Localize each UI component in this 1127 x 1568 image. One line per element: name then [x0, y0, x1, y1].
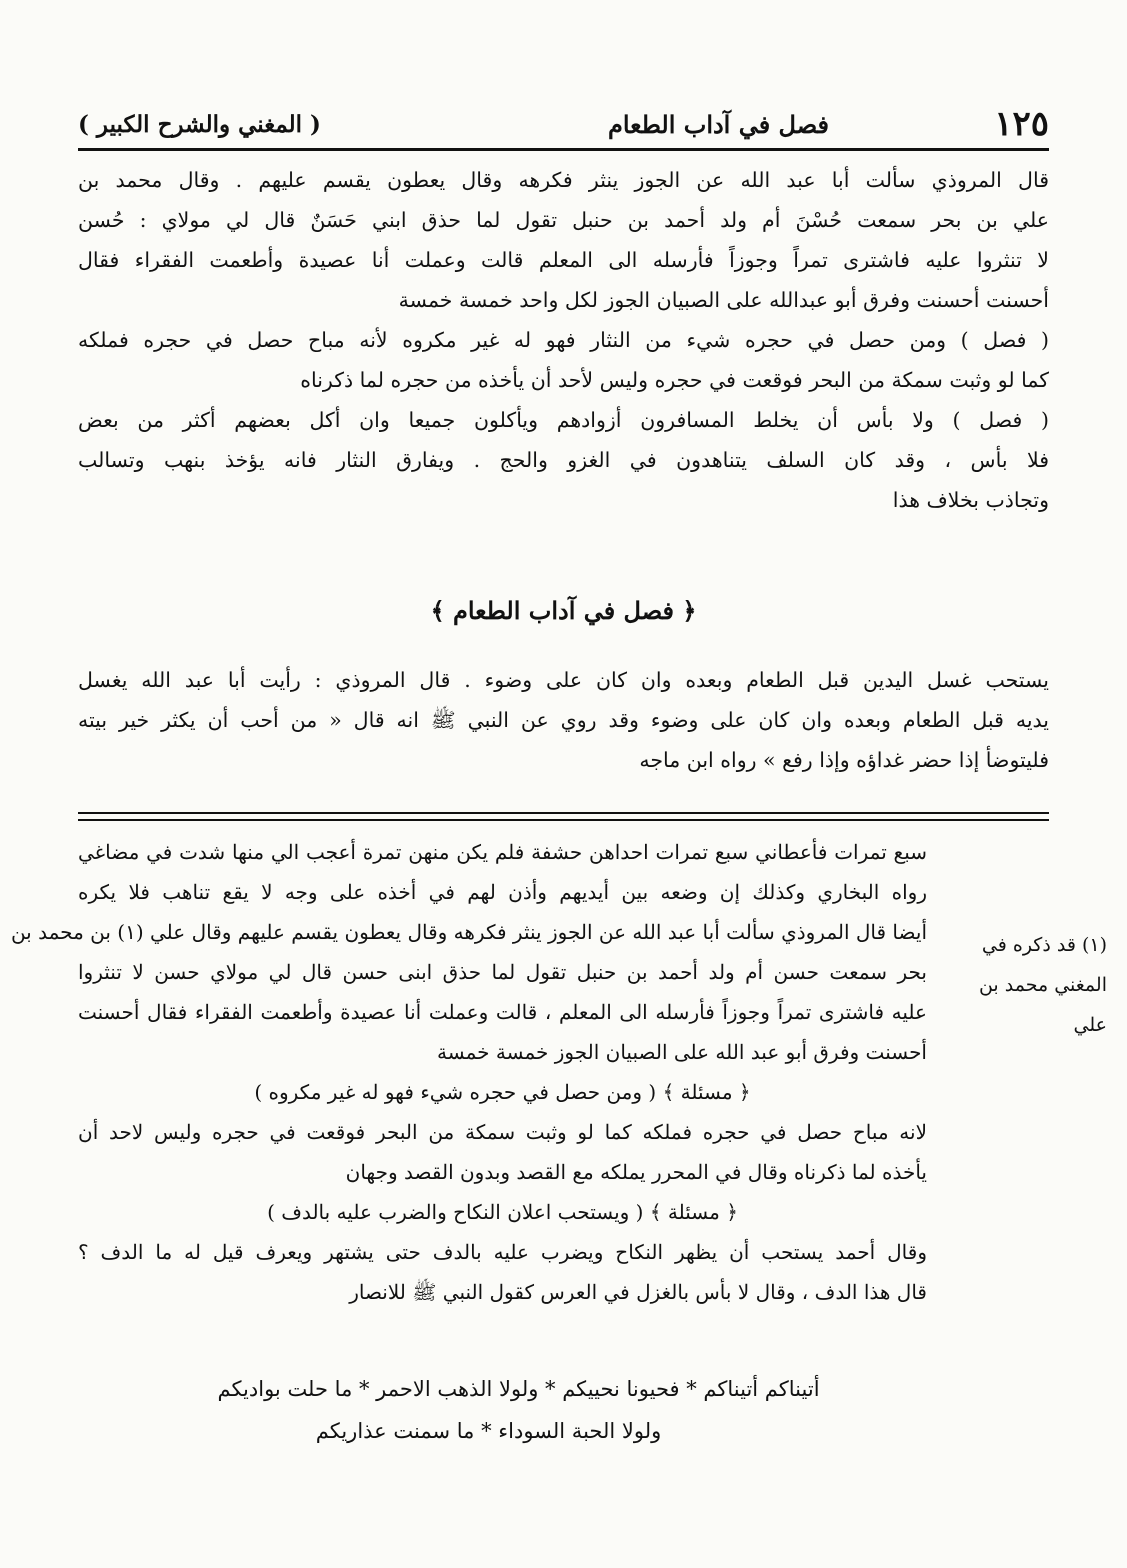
text-line: يستحب غسل اليدين قبل الطعام وبعده وان كان على وضوء . قال المروذي : رأيت أبا عبد الله يغسل	[78, 668, 1049, 692]
text-line: فلا بأس ، وقد كان السلف يتناهدون في الغزو والحج . ويفارق النثار فانه يؤخذ بنهب وتسالب	[78, 448, 1049, 472]
text-line: قال المروذي سألت أبا عبد الله عن الجوز ينثر فكرهه وقال يعطون يقسم عليهم . وقال محمد بن	[78, 168, 1049, 192]
page-number: ١٢٥	[994, 104, 1049, 144]
poem-line: ولولا الحبة السوداء * ما سمنت عذاريكم	[315, 1419, 662, 1443]
commentary-text	[10, 832, 927, 1312]
text-line: يأخذه لما ذكرناه وقال في المحرر يملكه مع القصد وبدون القصد وجهان	[345, 1160, 927, 1184]
text-line: علي بن بحر سمعت حُسْنَ أم ولد أحمد بن حنبل تقول لما حذق ابني حَسَنٌ قال لي مولاي : حُسن	[78, 208, 1049, 232]
text-line: بحر سمعت حسن أم ولد أحمد بن حنبل تقول لما حذق ابنى حسن قال لي مولاي حسن لا تنثروا	[78, 960, 927, 984]
poem-line: أتيناكم أتيناكم * فحيونا نحييكم * ولولا الذهب الاحمر * ما حلت بواديكم	[217, 1377, 820, 1401]
text-line: لانه مباح حصل في حجره فملكه كما لو وثبت سمكة من البحر فوقعت في حجره وليس لاحد أن	[78, 1120, 927, 1144]
text-line: عليه فاشترى تمراً وجوزاً فأرسله الى المعلم ، قالت وعملت أنا عصيدة وأطعمت الفقراء فقال أحسنت	[78, 1000, 927, 1024]
text-line: وتجاذب بخلاف هذا	[892, 488, 1049, 512]
main-text	[78, 160, 1049, 520]
divider-rule	[78, 819, 1049, 821]
section-title: ﴿ فصل في آداب الطعام ﴾	[430, 596, 697, 625]
page-header	[78, 100, 1049, 151]
masala-heading: ﴿ مسئلة ﴾ ( ومن حصل في حجره شيء فهو له غير مكروه )	[254, 1080, 751, 1104]
text-line: ( فصل ) ومن حصل في حجره شيء من النثار فهو له غير مكروه لأنه مباح حصل في حجره فملكه	[78, 328, 1049, 352]
text-line: أيضا قال المروذي سألت أبا عبد الله عن الجوز ينثر فكرهه وقال يعطون يقسم عليهم وقال علي (١) بن محمد بن	[10, 920, 927, 944]
text-line: ( فصل ) ولا بأس أن يخلط المسافرون أزوادهم ويأكلون جميعا وان أكل بعضهم أكثر من بعض	[78, 408, 1049, 432]
text-line: كما لو وثبت سمكة من البحر فوقعت في حجره وليس لأحد أن يأخذه من حجره لما ذكرناه	[300, 368, 1049, 392]
text-line: سبع تمرات فأعطاني سبع تمرات احداهن حشفة فلم يكن منهن تمرة أعجب الي منها شدت في مضاغي	[78, 840, 927, 864]
text-line: أحسنت أحسنت وفرق أبو عبدالله على الصبيان الجوز لكل واحد خمسة خمسة	[398, 288, 1049, 312]
poem	[120, 1368, 917, 1452]
section-body	[78, 660, 1049, 780]
text-line: رواه البخاري وكذلك إن وضعه بين أيديهم وأذن لهم في أخذه على وجه لا يقع تناهب فلا يكره	[78, 880, 927, 904]
margin-footnote: (١) قد ذكره في المغني محمد بن علي	[978, 934, 1107, 1036]
text-line: وقال أحمد يستحب أن يظهر النكاح ويضرب عليه بالدف حتى يشتهر ويعرف قيل له ما الدف ؟	[78, 1240, 927, 1264]
text-line: أحسنت وفرق أبو عبد الله على الصبيان الجوز خمسة خمسة	[437, 1040, 927, 1064]
masala-heading: ﴿ مسئلة ﴾ ( ويستحب اعلان النكاح والضرب عليه بالدف )	[267, 1200, 738, 1224]
text-line: يديه قبل الطعام وبعده وان كان على وضوء وقد روي عن النبي ﷺ انه قال « من أحب أن يكثر خير بيته	[78, 708, 1049, 732]
text-line: لا تنثروا عليه فاشترى تمراً وجوزاً فأرسله الى المعلم قالت وعملت أنا عصيدة وأطعمت الفقراء فقال	[78, 248, 1049, 272]
book-title: ( المغني والشرح الكبير )	[78, 110, 321, 138]
running-title: فصل في آداب الطعام	[607, 109, 829, 139]
text-line: فليتوضأ إذا حضر غداؤه وإذا رفع » رواه ابن ماجه	[639, 748, 1049, 772]
divider-rule	[78, 812, 1049, 814]
text-line: قال هذا الدف ، وقال لا بأس بالغزل في العرس كقول النبي ﷺ للانصار	[349, 1280, 927, 1304]
